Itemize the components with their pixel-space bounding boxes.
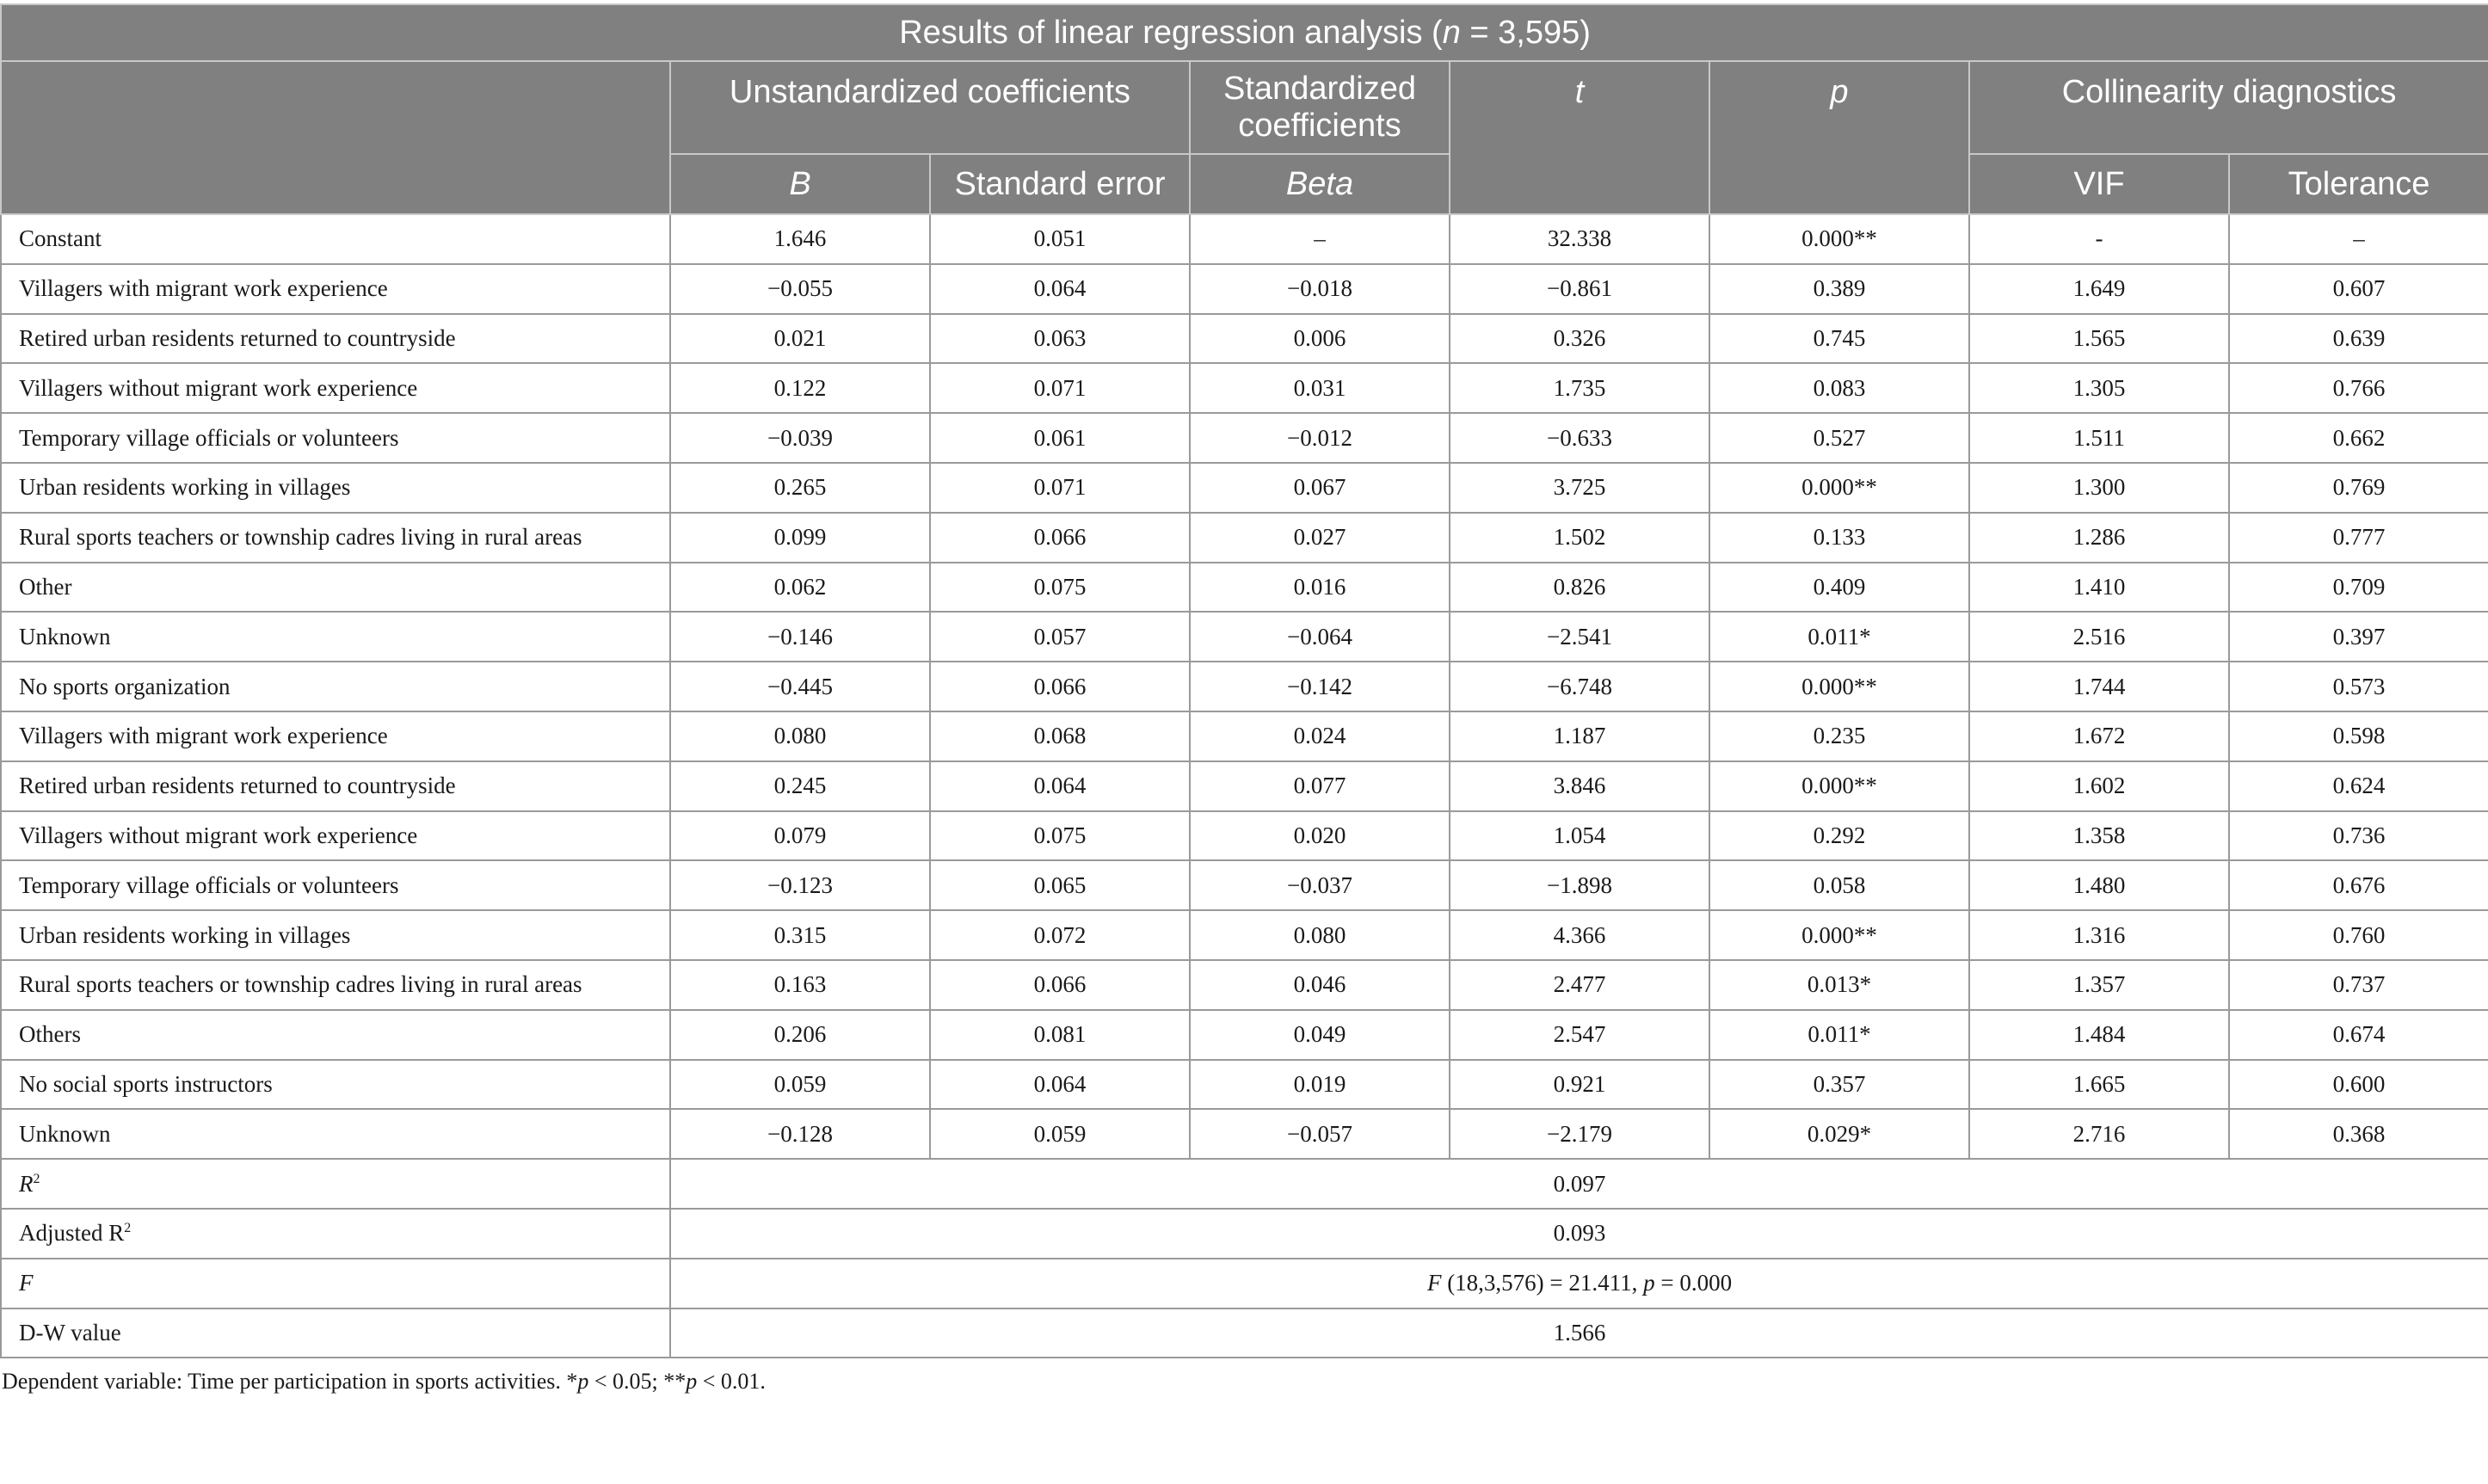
row-label: Urban residents working in villages — [1, 463, 670, 513]
dw-value: 1.566 — [670, 1309, 2488, 1358]
header-row-1 — [1, 61, 2488, 154]
cell-se: 0.066 — [930, 662, 1190, 711]
cell-beta: 0.077 — [1190, 761, 1450, 811]
cell-t: −1.898 — [1450, 860, 1709, 910]
cell-t: −2.179 — [1450, 1109, 1709, 1159]
cell-se: 0.071 — [930, 463, 1190, 513]
cell-beta: 0.067 — [1190, 463, 1450, 513]
cell-beta: 0.020 — [1190, 811, 1450, 861]
cell-beta: 0.049 — [1190, 1010, 1450, 1060]
cell-beta: −0.057 — [1190, 1109, 1450, 1159]
cell-vif: 2.516 — [1969, 612, 2229, 662]
cell-se: 0.066 — [930, 960, 1190, 1010]
cell-p: 0.133 — [1709, 513, 1969, 563]
cell-se: 0.071 — [930, 363, 1190, 413]
cell-p: 0.029* — [1709, 1109, 1969, 1159]
table-row — [1, 711, 2488, 761]
cell-tolerance: 0.737 — [2229, 960, 2488, 1010]
cell-vif: 1.565 — [1969, 314, 2229, 364]
row-label: No social sports instructors — [1, 1060, 670, 1110]
cell-t: 2.547 — [1450, 1010, 1709, 1060]
table-row — [1, 910, 2488, 960]
header-empty — [1, 61, 670, 214]
table-row — [1, 513, 2488, 563]
cell-t: 0.826 — [1450, 563, 1709, 613]
adjusted-r2-label: Adjusted $R^2$ — [1, 1209, 670, 1259]
cell-p: 0.011* — [1709, 612, 1969, 662]
cell-t: 3.725 — [1450, 463, 1709, 513]
cell-se: 0.063 — [930, 314, 1190, 364]
cell-se: 0.059 — [930, 1109, 1190, 1159]
cell-se: 0.075 — [930, 563, 1190, 613]
r2-label: $R^2$ — [1, 1159, 670, 1209]
cell-beta: 0.046 — [1190, 960, 1450, 1010]
summary-row-adjusted-r2 — [1, 1209, 2488, 1259]
cell-tolerance: 0.736 — [2229, 811, 2488, 861]
cell-tolerance: 0.397 — [2229, 612, 2488, 662]
table-title: Results of linear regression analysis (n = 3,595) — [1, 4, 2488, 61]
cell-b: 0.206 — [670, 1010, 930, 1060]
table-row — [1, 811, 2488, 861]
cell-t: 1.502 — [1450, 513, 1709, 563]
cell-p: 0.527 — [1709, 413, 1969, 463]
cell-vif: 1.410 — [1969, 563, 2229, 613]
f-label: F — [1, 1259, 670, 1309]
table-wrapper — [0, 3, 2488, 1395]
table-row — [1, 214, 2488, 264]
cell-tolerance: 0.639 — [2229, 314, 2488, 364]
cell-vif: 1.286 — [1969, 513, 2229, 563]
table-row — [1, 860, 2488, 910]
cell-t: −2.541 — [1450, 612, 1709, 662]
cell-t: −0.861 — [1450, 264, 1709, 314]
cell-b: 0.265 — [670, 463, 930, 513]
cell-se: 0.064 — [930, 1060, 1190, 1110]
cell-vif: 1.672 — [1969, 711, 2229, 761]
row-label: Rural sports teachers or township cadres living in rural areas — [1, 513, 670, 563]
dw-label: D-W value — [1, 1309, 670, 1358]
cell-vif: - — [1969, 214, 2229, 264]
cell-p: 0.000** — [1709, 910, 1969, 960]
table-row — [1, 1060, 2488, 1110]
cell-vif: 1.602 — [1969, 761, 2229, 811]
row-label: No sports organization — [1, 662, 670, 711]
cell-beta: 0.027 — [1190, 513, 1450, 563]
cell-se: 0.066 — [930, 513, 1190, 563]
cell-se: 0.068 — [930, 711, 1190, 761]
table-row — [1, 314, 2488, 364]
cell-se: 0.051 — [930, 214, 1190, 264]
row-label: Other — [1, 563, 670, 613]
cell-t: 1.187 — [1450, 711, 1709, 761]
table-row — [1, 1010, 2488, 1060]
cell-b: 0.122 — [670, 363, 930, 413]
row-label: Villagers with migrant work experience — [1, 711, 670, 761]
cell-p: 0.000** — [1709, 214, 1969, 264]
cell-p: 0.389 — [1709, 264, 1969, 314]
cell-p: 0.000** — [1709, 463, 1969, 513]
cell-tolerance: – — [2229, 214, 2488, 264]
cell-t: 4.366 — [1450, 910, 1709, 960]
cell-b: 0.021 — [670, 314, 930, 364]
cell-vif: 1.511 — [1969, 413, 2229, 463]
cell-t: −0.633 — [1450, 413, 1709, 463]
row-label: Retired urban residents returned to countryside — [1, 314, 670, 364]
cell-tolerance: 0.662 — [2229, 413, 2488, 463]
summary-row-dw — [1, 1309, 2488, 1358]
cell-b: 0.163 — [670, 960, 930, 1010]
summary-row-r2 — [1, 1159, 2488, 1209]
cell-b: 0.315 — [670, 910, 930, 960]
cell-tolerance: 0.777 — [2229, 513, 2488, 563]
summary-row-f — [1, 1259, 2488, 1309]
row-label: Unknown — [1, 1109, 670, 1159]
table-row — [1, 960, 2488, 1010]
cell-p: 0.745 — [1709, 314, 1969, 364]
cell-tolerance: 0.674 — [2229, 1010, 2488, 1060]
cell-beta: −0.012 — [1190, 413, 1450, 463]
header-unstandardized: Unstandardized coefficients — [670, 61, 1190, 154]
cell-tolerance: 0.760 — [2229, 910, 2488, 960]
cell-vif: 1.665 — [1969, 1060, 2229, 1110]
header-vif: VIF — [1969, 154, 2229, 214]
cell-vif: 1.357 — [1969, 960, 2229, 1010]
cell-t: 32.338 — [1450, 214, 1709, 264]
regression-table — [0, 3, 2488, 1358]
cell-beta: −0.018 — [1190, 264, 1450, 314]
cell-b: −0.123 — [670, 860, 930, 910]
cell-p: 0.000** — [1709, 662, 1969, 711]
cell-b: 0.059 — [670, 1060, 930, 1110]
table-row — [1, 612, 2488, 662]
cell-beta: −0.037 — [1190, 860, 1450, 910]
cell-b: −0.039 — [670, 413, 930, 463]
cell-vif: 2.716 — [1969, 1109, 2229, 1159]
row-label: Unknown — [1, 612, 670, 662]
header-tolerance: Tolerance — [2229, 154, 2488, 214]
table-row — [1, 363, 2488, 413]
table-row — [1, 761, 2488, 811]
row-label: Villagers with migrant work experience — [1, 264, 670, 314]
cell-vif: 1.480 — [1969, 860, 2229, 910]
adjusted-r2-value: 0.093 — [670, 1209, 2488, 1259]
cell-t: 1.735 — [1450, 363, 1709, 413]
cell-vif: 1.316 — [1969, 910, 2229, 960]
cell-b: −0.055 — [670, 264, 930, 314]
cell-p: 0.011* — [1709, 1010, 1969, 1060]
cell-vif: 1.744 — [1969, 662, 2229, 711]
cell-t: 1.054 — [1450, 811, 1709, 861]
cell-t: 0.326 — [1450, 314, 1709, 364]
cell-p: 0.000** — [1709, 761, 1969, 811]
cell-beta: 0.006 — [1190, 314, 1450, 364]
cell-b: 0.099 — [670, 513, 930, 563]
cell-se: 0.061 — [930, 413, 1190, 463]
r2-value: 0.097 — [670, 1159, 2488, 1209]
cell-tolerance: 0.624 — [2229, 761, 2488, 811]
cell-p: 0.357 — [1709, 1060, 1969, 1110]
cell-se: 0.081 — [930, 1010, 1190, 1060]
cell-tolerance: 0.607 — [2229, 264, 2488, 314]
cell-se: 0.057 — [930, 612, 1190, 662]
table-body — [1, 214, 2488, 1358]
header-standard-error: Standard error — [930, 154, 1190, 214]
cell-vif: 1.305 — [1969, 363, 2229, 413]
cell-vif: 1.484 — [1969, 1010, 2229, 1060]
cell-t: 3.846 — [1450, 761, 1709, 811]
cell-p: 0.083 — [1709, 363, 1969, 413]
header-p: p — [1709, 61, 1969, 214]
cell-p: 0.058 — [1709, 860, 1969, 910]
cell-vif: 1.649 — [1969, 264, 2229, 314]
table-row — [1, 563, 2488, 613]
table-row — [1, 264, 2488, 314]
cell-tolerance: 0.368 — [2229, 1109, 2488, 1159]
cell-beta: 0.024 — [1190, 711, 1450, 761]
table-row — [1, 662, 2488, 711]
cell-tolerance: 0.709 — [2229, 563, 2488, 613]
cell-beta: 0.031 — [1190, 363, 1450, 413]
cell-p: 0.013* — [1709, 960, 1969, 1010]
cell-se: 0.075 — [930, 811, 1190, 861]
row-label: Urban residents working in villages — [1, 910, 670, 960]
table-row — [1, 413, 2488, 463]
cell-b: 1.646 — [670, 214, 930, 264]
cell-se: 0.064 — [930, 761, 1190, 811]
row-label: Rural sports teachers or township cadres living in rural areas — [1, 960, 670, 1010]
cell-t: 2.477 — [1450, 960, 1709, 1010]
row-label: Villagers without migrant work experience — [1, 363, 670, 413]
cell-se: 0.064 — [930, 264, 1190, 314]
cell-tolerance: 0.676 — [2229, 860, 2488, 910]
cell-b: 0.245 — [670, 761, 930, 811]
cell-p: 0.292 — [1709, 811, 1969, 861]
cell-b: −0.445 — [670, 662, 930, 711]
header-t: t — [1450, 61, 1709, 214]
row-label: Villagers without migrant work experience — [1, 811, 670, 861]
cell-beta: 0.080 — [1190, 910, 1450, 960]
cell-beta: 0.019 — [1190, 1060, 1450, 1110]
cell-b: −0.146 — [670, 612, 930, 662]
cell-tolerance: 0.769 — [2229, 463, 2488, 513]
table-footnote: Dependent variable: Time per participation in sports activities. *p < 0.05; **p < 0.01. — [2, 1369, 766, 1395]
cell-p: 0.409 — [1709, 563, 1969, 613]
cell-vif: 1.358 — [1969, 811, 2229, 861]
cell-t: 0.921 — [1450, 1060, 1709, 1110]
cell-vif: 1.300 — [1969, 463, 2229, 513]
cell-b: 0.062 — [670, 563, 930, 613]
header-collinearity: Collinearity diagnostics — [1969, 61, 2488, 154]
row-label: Temporary village officials or volunteers — [1, 413, 670, 463]
f-value: F (18,3,576) = 21.411, p = 0.000 — [670, 1259, 2488, 1309]
row-label: Others — [1, 1010, 670, 1060]
header-b: B — [670, 154, 930, 214]
row-label: Constant — [1, 214, 670, 264]
cell-t: −6.748 — [1450, 662, 1709, 711]
cell-tolerance: 0.766 — [2229, 363, 2488, 413]
cell-b: 0.079 — [670, 811, 930, 861]
cell-b: 0.080 — [670, 711, 930, 761]
cell-p: 0.235 — [1709, 711, 1969, 761]
table-row — [1, 463, 2488, 513]
cell-tolerance: 0.573 — [2229, 662, 2488, 711]
row-label: Retired urban residents returned to countryside — [1, 761, 670, 811]
cell-tolerance: 0.598 — [2229, 711, 2488, 761]
title-row — [1, 4, 2488, 61]
table-row — [1, 1109, 2488, 1159]
header-beta: Beta — [1190, 154, 1450, 214]
cell-beta: −0.064 — [1190, 612, 1450, 662]
cell-se: 0.065 — [930, 860, 1190, 910]
cell-beta: 0.016 — [1190, 563, 1450, 613]
cell-b: −0.128 — [670, 1109, 930, 1159]
cell-beta: – — [1190, 214, 1450, 264]
cell-se: 0.072 — [930, 910, 1190, 960]
cell-tolerance: 0.600 — [2229, 1060, 2488, 1110]
header-standardized: Standardized coefficients — [1190, 61, 1450, 154]
row-label: Temporary village officials or volunteers — [1, 860, 670, 910]
cell-beta: −0.142 — [1190, 662, 1450, 711]
